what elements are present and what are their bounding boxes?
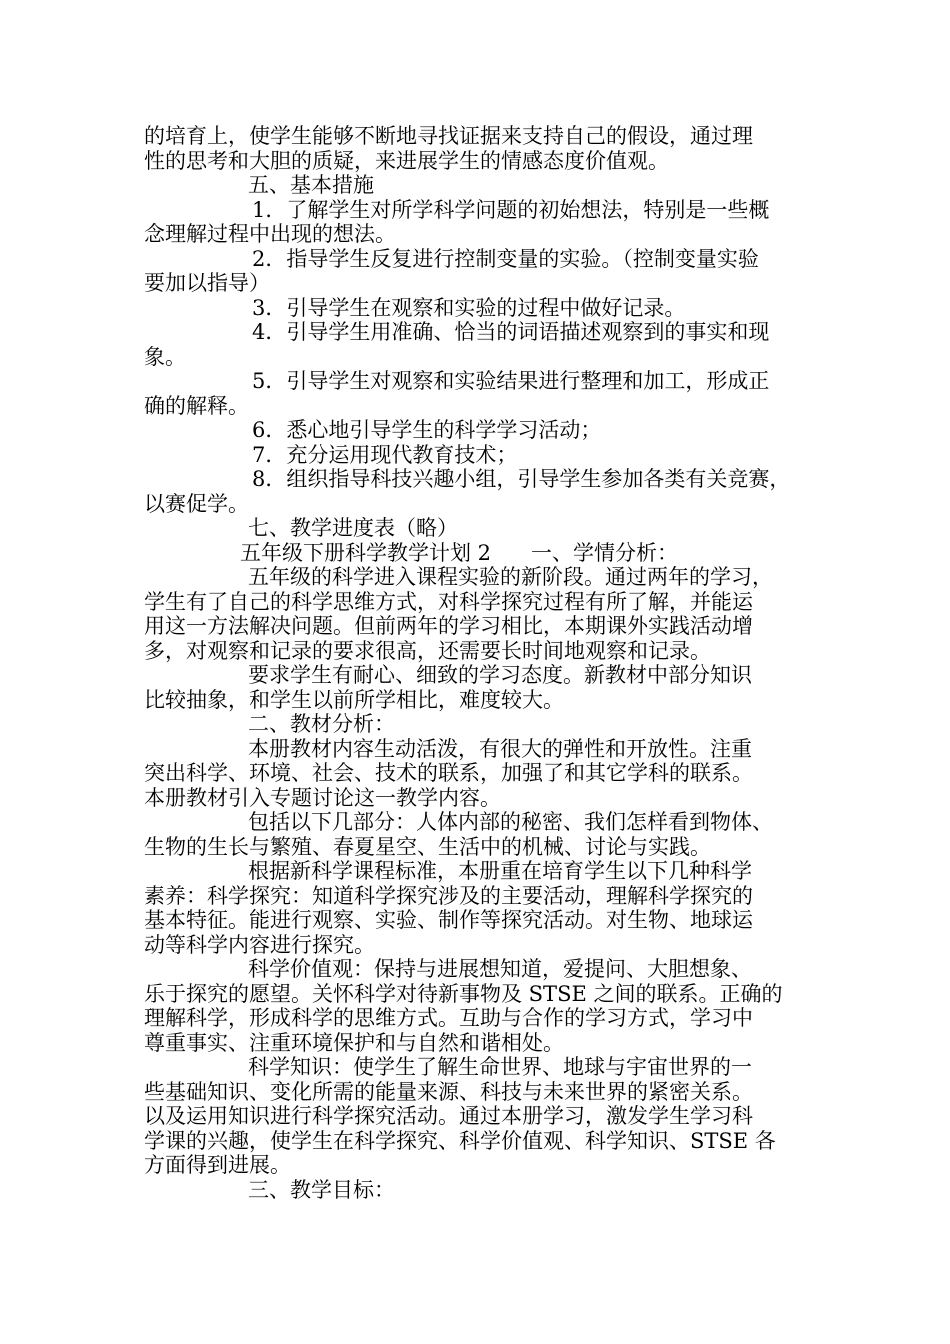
list-item: 1．了解学生对所学科学问题的初始想法，特别是一些概 [252, 197, 770, 222]
text-line: 确的解释。 [144, 393, 249, 418]
list-item: 2．指导学生反复进行控制变量的实验。（控制变量实验 [252, 246, 759, 271]
paragraph-start: 要求学生有耐心、细致的学习态度。新教材中部分知识 [248, 663, 752, 687]
section-heading: 七、教学进度表（略） [248, 516, 458, 540]
section-heading: 五、基本措施 [248, 173, 374, 197]
section-heading: 三、教学目标： [248, 1177, 395, 1202]
text-line: 方面得到进展。 [144, 1153, 291, 1177]
paragraph-start: 科学价值观：保持与进展想知道，爱提问、大胆想象、 [248, 957, 752, 981]
text-line: 乐于探究的愿望。关怀科学对待新事物及 STSE 之间的联系。正确的 [144, 981, 783, 1006]
text-line: 学课的兴趣，使学生在科学探究、科学价值观、科学知识、STSE 各 [144, 1128, 776, 1153]
text-line: 素养：科学探究：知道科学探究涉及的主要活动，理解科学探究的 [144, 883, 753, 908]
text-line: 学生有了自己的科学思维方式，对科学探究过程有所了解，并能运 [144, 589, 753, 614]
text-line: 生物的生长与繁殖、春夏星空、生活中的机械、讨论与实践。 [144, 834, 711, 859]
plan-title: 五年级下册科学教学计划 2 [240, 540, 492, 565]
text-line: 些基础知识、变化所需的能量来源、科技与未来世界的紧密关系。 [144, 1079, 753, 1104]
paragraph-start: 本册教材内容生动活泼，有很大的弹性和开放性。注重 [248, 736, 752, 761]
plan-title-line [144, 541, 810, 566]
paragraph-start: 科学知识：使学生了解生命世界、地球与宇宙世界的一 [248, 1055, 752, 1079]
text-line: 要加以指导） [144, 271, 270, 295]
text-line: 尊重事实、注重环境保护和与自然和谐相处。 [144, 1030, 564, 1055]
text-line: 动等科学内容进行探究。 [144, 932, 375, 957]
text-line: 多，对观察和记录的要求很高，还需要长时间地观察和记录。 [144, 638, 711, 663]
text-line: 基本特征。能进行观察、实验、制作等探究活动。对生物、地球运 [144, 908, 753, 932]
text-line: 比较抽象，和学生以前所学相比，难度较大。 [144, 687, 564, 712]
text-line: 性的思考和大胆的质疑，来进展学生的情感态度价值观。 [144, 148, 669, 173]
text-line: 以赛促学。 [144, 491, 249, 516]
paragraph-start: 包括以下几部分：人体内部的秘密、我们怎样看到物体、 [248, 810, 773, 834]
section-heading: 二、教材分析： [248, 712, 395, 736]
paragraph-start: 根据新科学课程标准，本册重在培育学生以下几种科学 [248, 859, 752, 883]
paragraph-start: 五年级的科学进入课程实验的新阶段。通过两年的学习， [248, 565, 773, 589]
text-line: 本册教材引入专题讨论这一教学内容。 [144, 785, 501, 810]
list-item: 5．引导学生对观察和实验结果进行整理和加工，形成正 [252, 369, 770, 393]
text-line: 突出科学、环境、社会、技术的联系，加强了和其它学科的联系。 [144, 761, 753, 785]
list-item: 3．引导学生在观察和实验的过程中做好记录。 [252, 295, 686, 320]
list-item: 6．悉心地引导学生的科学学习活动； [252, 418, 602, 442]
text-line: 的培育上，使学生能够不断地寻找证据来支持自己的假设，通过理 [144, 124, 753, 148]
list-item: 7．充分运用现代教育技术； [252, 442, 518, 467]
document-page [144, 124, 810, 1202]
list-item: 4．引导学生用准确、恰当的词语描述观察到的事实和现 [252, 320, 770, 344]
text-line: 象。 [144, 344, 186, 369]
text-line: 念理解过程中出现的想法。 [144, 222, 396, 246]
text-line: 理解科学，形成科学的思维方式。互助与合作的学习方式，学习中 [144, 1006, 753, 1030]
section-heading: 一、学情分析： [531, 540, 679, 565]
text-line: 以及运用知识进行科学探究活动。通过本册学习，激发学生学习科 [144, 1104, 753, 1128]
list-item: 8．组织指导科技兴趣小组，引导学生参加各类有关竞赛， [252, 467, 791, 491]
text-line: 用这一方法解决问题。但前两年的学习相比，本期课外实践活动增 [144, 614, 753, 638]
